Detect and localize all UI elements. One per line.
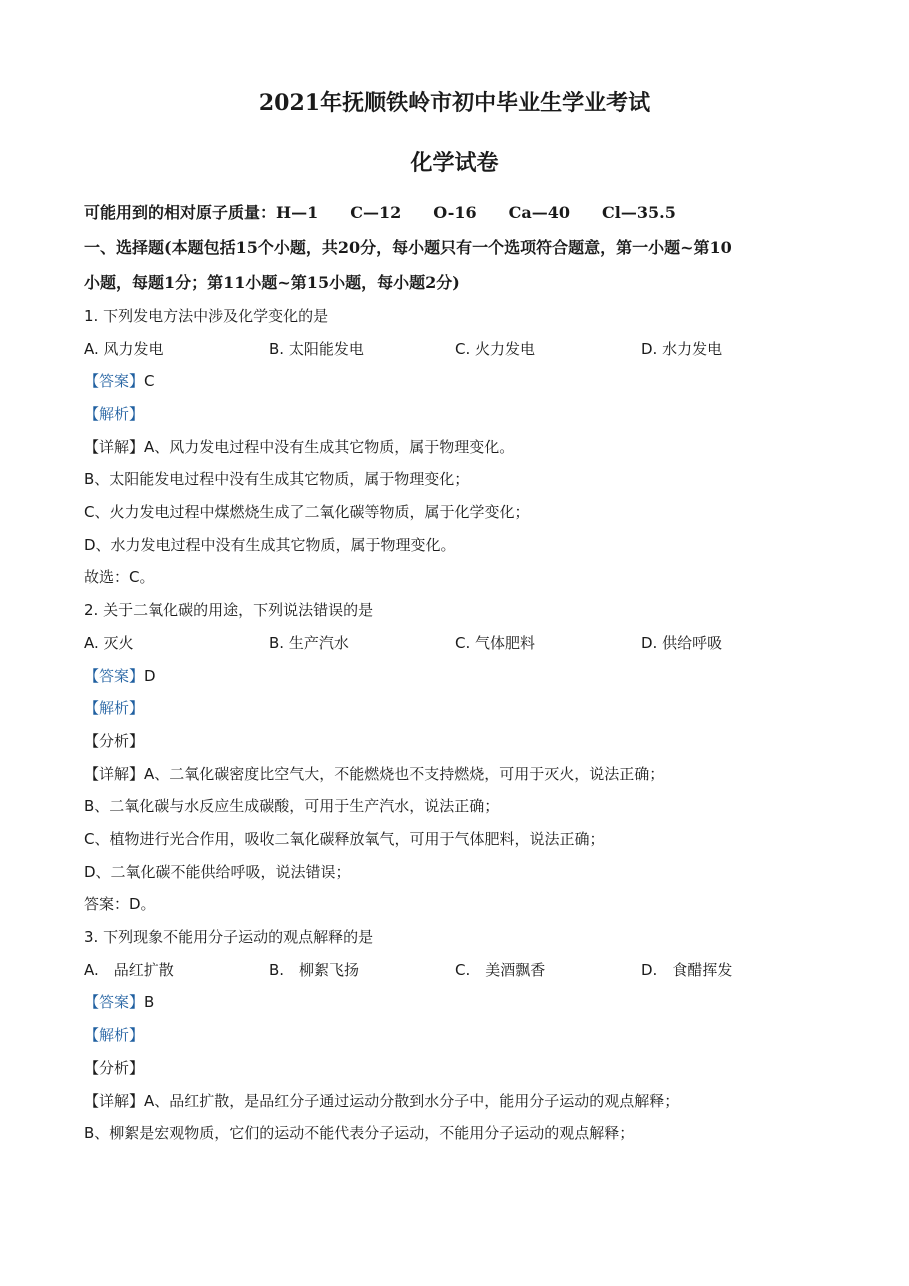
section1-heading-line1: 一、选择题(本题包括15个小题，共20分，每小题只有一个选项符合题意，第一小题~第10 [84, 238, 732, 257]
answer-tag: 【答案】 [84, 993, 145, 1011]
q1-option-b: B. 太阳能发电 [269, 340, 364, 358]
q2-detail-line: 答案：D。 [84, 895, 156, 913]
q1-stem: 1. 下列发电方法中涉及化学变化的是 [84, 307, 329, 325]
q3-option-b: B. 柳絮飞扬 [269, 961, 360, 979]
q3-answer [84, 991, 154, 1012]
answer-tag: 【答案】 [84, 372, 145, 390]
q3-detail-line: 【详解】A、品红扩散，是品红分子通过运动分散到水分子中，能用分子运动的观点解释； [84, 1092, 680, 1110]
q3-fenxi-tag: 【分析】 [84, 1059, 145, 1077]
q1-detail-line: D、水力发电过程中没有生成其它物质，属于物理变化。 [84, 536, 456, 554]
q3-option-a: A. 品红扩散 [84, 961, 174, 979]
q2-option-b: B. 生产汽水 [269, 634, 349, 652]
q1-detail-line: C、火力发电过程中煤燃烧生成了二氧化碳等物质，属于化学变化； [84, 503, 530, 521]
q2-analysis-tag: 【解析】 [84, 699, 145, 717]
answer-value: D [144, 667, 156, 685]
answer-tag: 【答案】 [84, 667, 145, 685]
q2-fenxi-tag: 【分析】 [84, 732, 145, 750]
q3-detail-line: B、柳絮是宏观物质，它们的运动不能代表分子运动，不能用分子运动的观点解释； [84, 1124, 635, 1142]
answer-value: B [144, 993, 155, 1011]
q2-stem: 2. 关于二氧化碳的用途，下列说法错误的是 [84, 601, 374, 619]
q1-detail-line: 故选：C。 [84, 568, 155, 586]
q2-option-c: C. 气体肥料 [455, 634, 536, 652]
q2-detail-line: B、二氧化碳与水反应生成碳酸，可用于生产汽水，说法正确； [84, 797, 500, 815]
q1-detail-line: B、太阳能发电过程中没有生成其它物质，属于物理变化； [84, 470, 470, 488]
q1-answer [84, 370, 155, 391]
exam-subtitle: 化学试卷 [410, 150, 499, 176]
q1-option-a: A. 风力发电 [84, 340, 164, 358]
q2-option-d: D. 供给呼吸 [641, 634, 723, 652]
atomic-masses-line: 可能用到的相对原子质量：H—1 C—12 O-16 Ca—40 Cl—35.5 [84, 203, 676, 222]
q3-stem: 3. 下列现象不能用分子运动的观点解释的是 [84, 928, 374, 946]
q1-detail-line: 【详解】A、风力发电过程中没有生成其它物质，属于物理变化。 [84, 438, 515, 456]
q1-analysis-tag: 【解析】 [84, 405, 145, 423]
q3-option-c: C. 美酒飘香 [455, 961, 546, 979]
q2-answer [84, 665, 156, 686]
q2-detail-line: 【详解】A、二氧化碳密度比空气大，不能燃烧也不支持燃烧，可用于灭火，说法正确； [84, 765, 665, 783]
q1-option-c: C. 火力发电 [455, 340, 536, 358]
q3-analysis-tag: 【解析】 [84, 1026, 145, 1044]
q2-detail-line: C、植物进行光合作用，吸收二氧化碳释放氧气，可用于气体肥料，说法正确； [84, 830, 605, 848]
q2-option-a: A. 灭火 [84, 634, 134, 652]
q1-option-d: D. 水力发电 [641, 340, 723, 358]
q2-detail-line: D、二氧化碳不能供给呼吸，说法错误； [84, 863, 351, 881]
section1-heading-line2: 小题，每题1分；第11小题~第15小题，每小题2分) [84, 273, 460, 292]
q3-option-d: D. 食醋挥发 [641, 961, 733, 979]
answer-value: C [144, 372, 155, 390]
exam-title: 2021年抚顺铁岭市初中毕业生学业考试 [258, 90, 651, 116]
